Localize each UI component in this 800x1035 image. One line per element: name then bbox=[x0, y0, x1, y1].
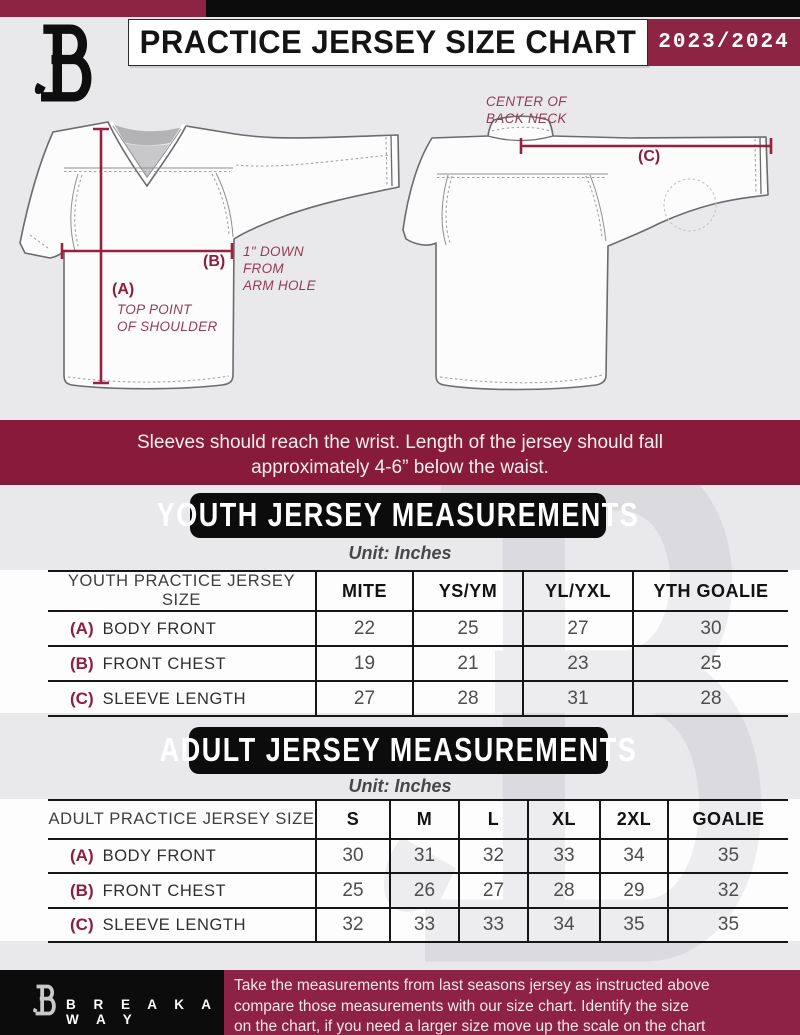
footer-logo-icon bbox=[30, 982, 58, 1023]
adult-unit-label: Unit: Inches bbox=[348, 776, 452, 796]
measure-a-note: TOP POINT OF SHOULDER bbox=[117, 302, 218, 334]
measure-label: SLEEVE LENGTH bbox=[102, 689, 247, 708]
page-title: PRACTICE JERSEY SIZE CHART bbox=[139, 24, 637, 60]
table-header-row: ADULT PRACTICE JERSEY SIZE S M L XL 2XL GOALIE bbox=[48, 800, 788, 839]
table-row: (A) BODY FRONT 30 31 32 33 34 35 bbox=[48, 839, 788, 873]
measure-c-note: CENTER OF BACK NECK bbox=[486, 94, 567, 126]
table-row: (C) SLEEVE LENGTH 32 33 33 34 35 35 bbox=[48, 908, 788, 942]
table-row: (B) FRONT CHEST 19 21 23 25 bbox=[48, 646, 788, 681]
table-row: (B) FRONT CHEST 25 26 27 28 29 32 bbox=[48, 873, 788, 908]
youth-section-title: YOUTH JERSEY MEASUREMENTS bbox=[156, 496, 640, 534]
measure-b-note: 1" DOWN FROM ARM HOLE bbox=[243, 244, 316, 293]
youth-section-title-box bbox=[156, 493, 640, 538]
measure-label: SLEEVE LENGTH bbox=[102, 916, 247, 934]
adult-size-table bbox=[48, 799, 788, 943]
measure-tag: (C) bbox=[70, 688, 94, 708]
youth-size-table bbox=[48, 570, 788, 717]
footer-brand-panel bbox=[0, 970, 224, 1035]
measure-label: BODY FRONT bbox=[102, 847, 217, 865]
table-row: (C) SLEEVE LENGTH 27 28 31 28 bbox=[48, 681, 788, 716]
page-title-box bbox=[128, 19, 648, 66]
youth-unit-label: Unit: Inches bbox=[348, 543, 452, 563]
top-strip-maroon bbox=[0, 0, 206, 17]
table-row: (A) BODY FRONT 22 25 27 30 bbox=[48, 611, 788, 646]
measure-c-tag: (C) bbox=[638, 148, 661, 165]
adult-section-title-box bbox=[159, 727, 638, 774]
measure-a-tag: (A) bbox=[112, 281, 135, 298]
back-jersey-diagram bbox=[403, 116, 768, 389]
top-strip-black bbox=[206, 0, 800, 17]
measure-label: FRONT CHEST bbox=[102, 654, 227, 673]
footer-instructions: Take the measurements from last seasons jersey as instructed above compare those measurements with our size chart. Identify the size on the chart, if you need a larger size move up the scale on the chart bbox=[224, 970, 800, 1035]
measure-tag: (B) bbox=[70, 653, 94, 673]
measure-tag: (A) bbox=[70, 618, 94, 638]
measure-tag: (A) bbox=[70, 846, 94, 865]
measure-b-tag: (B) bbox=[203, 253, 226, 270]
season-badge bbox=[648, 19, 800, 66]
footer-brand-name: B R E A K A W A Y bbox=[66, 997, 218, 1027]
season-label: 2023/2024 bbox=[658, 31, 790, 54]
measure-label: FRONT CHEST bbox=[102, 881, 227, 900]
measure-tag: (C) bbox=[70, 915, 94, 934]
adult-section-title: ADULT JERSEY MEASUREMENTS bbox=[159, 731, 638, 769]
jersey-diagrams bbox=[0, 85, 800, 420]
fit-note-banner: Sleeves should reach the wrist. Length of the jersey should fall approximately 4-6” below the waist. bbox=[0, 420, 800, 485]
measure-label: BODY FRONT bbox=[102, 619, 217, 638]
table-header-row: YOUTH PRACTICE JERSEY SIZE MITE YS/YM YL/YXL YTH GOALIE bbox=[48, 571, 788, 611]
measure-tag: (B) bbox=[70, 880, 94, 900]
